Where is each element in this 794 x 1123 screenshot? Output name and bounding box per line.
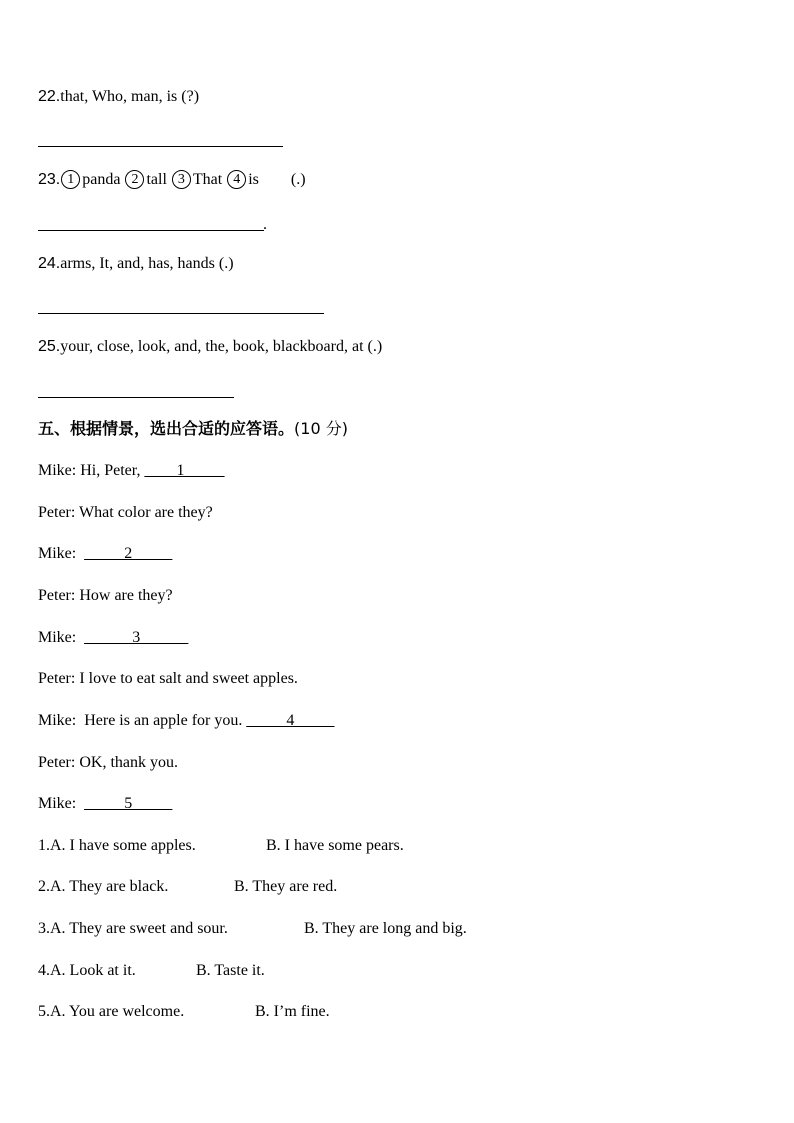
question-number: 24. <box>38 255 61 272</box>
dialogue-text: How are they? <box>79 587 173 604</box>
dialogue-line <box>38 544 172 564</box>
circled-number-3: 3 <box>172 170 191 189</box>
word-item: tall <box>146 171 167 188</box>
answer-blank-5[interactable]: _____5_____ <box>84 795 173 812</box>
dialogue-line <box>38 503 213 523</box>
question-words: arms, It, and, has, hands (.) <box>60 255 234 272</box>
option-a-1[interactable]: 1.A. I have some apples. <box>38 837 196 854</box>
dialogue-text: OK, thank you. <box>79 754 178 771</box>
dialogue-text: I love to eat salt and sweet apples. <box>79 670 298 687</box>
answer-line-23[interactable] <box>38 230 264 231</box>
dialogue-line <box>38 753 178 773</box>
punctuation-hint: (.) <box>290 171 306 188</box>
section-title: 五、根据情景，选出合适的应答语。 <box>38 419 295 438</box>
dialogue-text: What color are they? <box>79 504 213 521</box>
option-a-4[interactable]: 4.A. Look at it. <box>38 962 136 979</box>
speaker: Peter: <box>38 504 76 521</box>
option-a-2[interactable]: 2.A. They are black. <box>38 878 169 895</box>
question-22 <box>38 87 199 107</box>
speaker: Peter: <box>38 670 76 687</box>
dialogue-line <box>38 669 298 689</box>
word-item: is <box>248 171 259 188</box>
answer-blank-1[interactable]: ____1_____ <box>144 462 225 479</box>
speaker: Mike: <box>38 795 77 812</box>
speaker: Mike: <box>38 712 77 729</box>
option-b-3[interactable]: B. They are long and big. <box>304 920 467 937</box>
circled-number-1: 1 <box>61 170 80 189</box>
question-23 <box>38 170 306 190</box>
option-b-4[interactable]: B. Taste it. <box>196 962 265 979</box>
word-item: panda <box>82 171 121 188</box>
answer-blank-2[interactable]: _____2_____ <box>84 545 173 562</box>
answer-blank-4[interactable]: _____4_____ <box>246 712 335 729</box>
question-words: your, close, look, and, the, book, blackboard, at (.) <box>60 338 383 355</box>
option-b-5[interactable]: B. I’m fine. <box>255 1003 330 1020</box>
option-b-1[interactable]: B. I have some pears. <box>266 837 404 854</box>
dialogue-line <box>38 586 173 606</box>
dialogue-line <box>38 794 172 814</box>
word-item: That <box>192 171 223 188</box>
section-5-heading <box>38 419 348 439</box>
speaker: Peter: <box>38 754 76 771</box>
dialogue-text: Hi, Peter, <box>80 462 145 479</box>
question-words: that, Who, man, is (?) <box>60 88 200 105</box>
speaker: Peter: <box>38 587 76 604</box>
answer-blank-3[interactable]: ______3______ <box>84 629 189 646</box>
speaker: Mike: <box>38 545 77 562</box>
speaker: Mike: <box>38 629 77 646</box>
circled-number-4: 4 <box>227 170 246 189</box>
option-a-5[interactable]: 5.A. You are welcome. <box>38 1003 185 1020</box>
speaker: Mike: <box>38 462 77 479</box>
answer-line-24[interactable] <box>38 313 324 314</box>
answer-line-25[interactable] <box>38 397 234 398</box>
question-25 <box>38 337 382 357</box>
question-number: 23. <box>38 171 61 188</box>
question-24 <box>38 254 234 274</box>
question-number: 25. <box>38 338 61 355</box>
dialogue-line <box>38 461 224 481</box>
answer-line-22[interactable] <box>38 146 283 147</box>
option-a-3[interactable]: 3.A. They are sweet and sour. <box>38 920 228 937</box>
dialogue-line <box>38 628 188 648</box>
circled-number-2: 2 <box>125 170 144 189</box>
question-number: 22. <box>38 88 61 105</box>
dialogue-line <box>38 711 334 731</box>
option-b-2[interactable]: B. They are red. <box>234 878 338 895</box>
answer-line-period: . <box>263 216 267 233</box>
dialogue-text: Here is an apple for you. <box>84 712 247 729</box>
section-score: (10 分) <box>294 419 348 438</box>
